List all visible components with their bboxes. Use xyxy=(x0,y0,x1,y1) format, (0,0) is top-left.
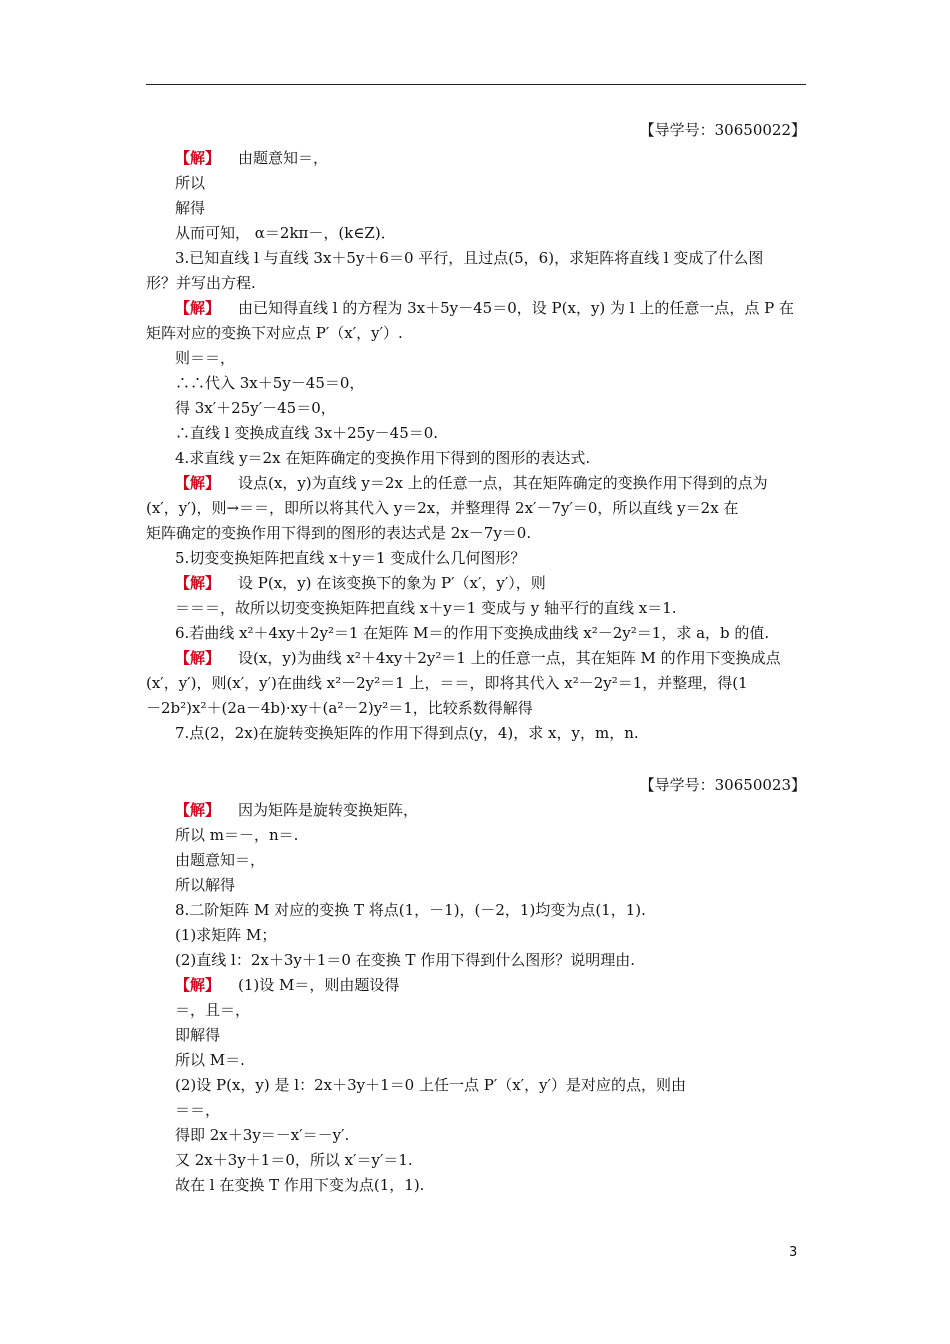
text-line xyxy=(146,248,763,268)
line-text: 又 2x＋3y＋1＝0，所以 x′＝y′＝1. xyxy=(175,1151,413,1169)
header-rule xyxy=(146,84,806,85)
line-text: 矩阵确定的变换作用下得到的图形的表达式是 2x－7y＝0. xyxy=(146,524,532,542)
text-line xyxy=(146,1000,250,1020)
line-text: (1)求矩阵 M； xyxy=(175,926,277,944)
solution-tag: 【解】 xyxy=(175,574,221,592)
line-text: 设 P(x，y) 在该变换下的象为 P′（x′，y′），则 xyxy=(238,574,546,592)
line-text: 形？并写出方程. xyxy=(146,274,256,292)
text-line xyxy=(146,1100,220,1120)
text-line xyxy=(146,875,235,895)
text-line xyxy=(146,548,525,568)
text-line xyxy=(146,398,336,418)
line-text: 则＝＝， xyxy=(175,349,236,367)
line-text: (2)设 P(x，y) 是 l：2x＋3y＋1＝0 上任一点 P′（x′，y′）是对应的点，则由 xyxy=(175,1076,686,1094)
text-line xyxy=(146,198,205,218)
line-text: 由题意知＝， xyxy=(238,149,329,167)
text-line xyxy=(146,598,677,618)
text-line xyxy=(146,348,235,368)
text-line xyxy=(146,423,438,443)
text-line xyxy=(146,950,635,970)
text-line xyxy=(146,223,396,243)
line-text: 3.已知直线 l 与直线 3x＋5y＋6＝0 平行，且过点(5，6)，求矩阵将直线 l 变成了什么图 xyxy=(175,249,764,267)
line-text: 【导学号：30650022】 xyxy=(639,121,806,139)
text-line xyxy=(146,1050,245,1070)
text-line xyxy=(146,850,265,870)
text-line xyxy=(146,523,531,543)
reference-number xyxy=(640,775,806,795)
reference-number xyxy=(640,120,806,140)
text-line xyxy=(146,373,364,393)
line-text: 故在 l 在变换 T 作用下变为点(1，1). xyxy=(175,1176,425,1194)
text-line xyxy=(146,1125,349,1145)
text-line xyxy=(146,1150,413,1170)
line-text: (1)设 M＝，则由题设得 xyxy=(238,976,400,994)
text-line xyxy=(146,298,794,318)
text-line xyxy=(146,323,403,343)
text-line xyxy=(146,698,533,718)
solution-tag: 【解】 xyxy=(175,976,221,994)
line-text: 得即 2x＋3y＝－x′＝－y′. xyxy=(175,1126,350,1144)
line-text: 所以解得 xyxy=(175,876,236,894)
solution-tag: 【解】 xyxy=(175,649,221,667)
text-line xyxy=(146,975,399,995)
text-line xyxy=(146,825,298,845)
text-line xyxy=(146,1025,220,1045)
line-text: 设(x，y)为曲线 x²＋4xy＋2y²＝1 上的任意一点，其在矩阵 M 的作用下变换成点 xyxy=(238,649,781,667)
solution-tag: 【解】 xyxy=(175,474,221,492)
text-line xyxy=(146,273,256,293)
text-line xyxy=(146,1075,686,1095)
line-text: 由题意知＝， xyxy=(175,851,266,869)
line-text: 所以 xyxy=(175,174,206,192)
line-text: 4.求直线 y＝2x 在矩阵确定的变换作用下得到的图形的表达式. xyxy=(175,449,591,467)
line-text: 所以 M＝. xyxy=(175,1051,245,1069)
solution-tag: 【解】 xyxy=(175,149,221,167)
text-line xyxy=(146,900,646,920)
line-text: (x′，y′)，则(x′，y′)在曲线 x²－2y²＝1 上，＝＝，即将其代入 x²－2y²＝1，并整理，得(1 xyxy=(146,674,748,692)
line-text: ∴∴代入 3x＋5y－45＝0， xyxy=(175,374,365,392)
text-line xyxy=(146,173,205,193)
line-text: 由已知得直线 l 的方程为 3x＋5y－45＝0，设 P(x，y) 为 l 上的任意一点，点 P 在 xyxy=(238,299,794,317)
text-line xyxy=(146,648,781,668)
line-text: 5.切变变换矩阵把直线 x＋y＝1 变成什么几何图形？ xyxy=(175,549,526,567)
text-line xyxy=(146,573,546,593)
text-line xyxy=(146,925,276,945)
page-number: 3 xyxy=(789,1245,798,1260)
line-text: 因为矩阵是旋转变换矩阵， xyxy=(238,801,419,819)
text-line xyxy=(146,448,590,468)
line-text: ＝＝， xyxy=(175,1101,221,1119)
text-line xyxy=(146,623,769,643)
solution-tag: 【解】 xyxy=(175,299,221,317)
line-text: ＝，且＝， xyxy=(175,1001,251,1019)
line-text: 7.点(2，2x)在旋转变换矩阵的作用下得到点(y，4)，求 x，y，m，n. xyxy=(175,724,639,742)
line-text: 6.若曲线 x²＋4xy＋2y²＝1 在矩阵 M＝的作用下变换成曲线 x²－2y²＝1，求 a，b 的值. xyxy=(175,624,770,642)
line-text: 所以 m＝－，n＝. xyxy=(175,826,299,844)
line-text: 8.二阶矩阵 M 对应的变换 T 将点(1，－1)，(－2，1)均变为点(1，1). xyxy=(175,901,646,919)
text-line xyxy=(146,148,328,168)
text-line xyxy=(146,723,639,743)
solution-tag: 【解】 xyxy=(175,801,221,819)
text-line xyxy=(146,800,418,820)
line-text: 【导学号：30650023】 xyxy=(639,776,806,794)
line-text: (2)直线 l：2x＋3y＋1＝0 在变换 T 作用下得到什么图形？说明理由. xyxy=(175,951,635,969)
line-text: 即解得 xyxy=(175,1026,221,1044)
line-text: (x′，y′)，则→＝＝，即所以将其代入 y＝2x，并整理得 2x′－7y′＝0，所以直线 y＝2x 在 xyxy=(146,499,739,517)
text-line xyxy=(146,498,738,518)
line-text: 从而可知， α＝2kπ－，(k∈Z)． xyxy=(175,224,396,242)
line-text: 矩阵对应的变换下对应点 P′（x′，y′）. xyxy=(146,324,403,342)
line-text: ∴直线 l 变换成直线 3x＋25y－45＝0. xyxy=(175,424,439,442)
line-text: 设点(x，y)为直线 y＝2x 上的任意一点，其在矩阵确定的变换作用下得到的点为 xyxy=(238,474,768,492)
text-line xyxy=(146,473,768,493)
line-text: ＝＝＝，故所以切变变换矩阵把直线 x＋y＝1 变成与 y 轴平行的直线 x＝1. xyxy=(175,599,677,617)
line-text: －2b²)x²＋(2a－4b)·xy＋(a²－2)y²＝1，比较系数得解得 xyxy=(146,699,533,717)
line-text: 得 3x′＋25y′－45＝0， xyxy=(175,399,336,417)
text-line xyxy=(146,1175,424,1195)
text-line xyxy=(146,673,748,693)
line-text: 解得 xyxy=(175,199,206,217)
